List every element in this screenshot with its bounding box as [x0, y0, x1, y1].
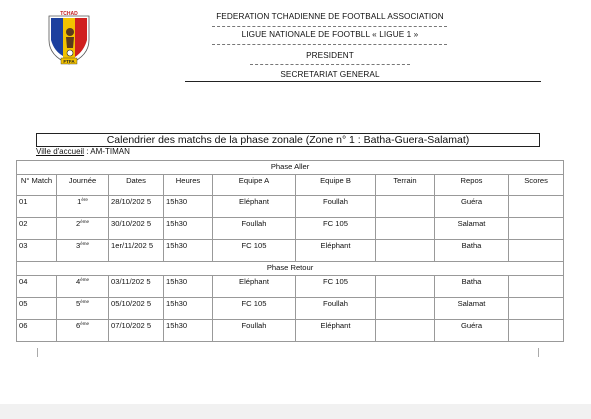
team-b: Eléphant	[296, 240, 376, 262]
match-time: 15h30	[164, 240, 213, 262]
team-b: Foullah	[296, 298, 376, 320]
team-a: Foullah	[213, 320, 296, 342]
match-date: 1er/11/202 5	[109, 240, 164, 262]
match-journee	[57, 196, 109, 218]
match-number: 02	[17, 218, 57, 240]
match-number: 04	[17, 276, 57, 298]
match-date: 03/11/202 5	[109, 276, 164, 298]
phase-retour-row	[17, 262, 564, 276]
match-time: 15h30	[164, 196, 213, 218]
calendar-title: Calendrier des matchs de la phase zonale (Zone n° 1 : Batha-Guera-Salamat)	[36, 133, 540, 147]
col-header-equipe-a: Equipe A	[213, 175, 296, 196]
match-row	[17, 218, 564, 240]
journee-number: 4	[76, 277, 81, 286]
match-date: 30/10/202 5	[109, 218, 164, 240]
journee-ordinal: ème	[80, 321, 89, 326]
journee-number: 6	[76, 321, 81, 330]
match-time: 15h30	[164, 320, 213, 342]
dashed-divider	[250, 64, 410, 65]
match-score	[509, 240, 564, 262]
col-header-scores: Scores	[509, 175, 564, 196]
match-date: 05/10/202 5	[109, 298, 164, 320]
ftfa-logo	[46, 10, 92, 66]
ligue-name: LIGUE NATIONALE DE FOOTBLL « LIGUE 1 »	[241, 30, 419, 39]
match-row	[17, 298, 564, 320]
match-number: 01	[17, 196, 57, 218]
match-terrain	[376, 298, 435, 320]
header-rule	[185, 81, 541, 82]
host-city	[36, 147, 130, 156]
phase-aller-label: Phase Aller	[17, 161, 564, 175]
team-b: FC 105	[296, 218, 376, 240]
president-label: PRESIDENT	[306, 51, 354, 60]
journee-ordinal: ème	[80, 219, 89, 224]
match-time: 15h30	[164, 218, 213, 240]
team-b: Foullah	[296, 196, 376, 218]
host-city-value: : AM-TIMAN	[84, 147, 130, 156]
journee-ordinal: ème	[80, 299, 89, 304]
match-terrain	[376, 240, 435, 262]
journee-number: 5	[76, 299, 81, 308]
match-score	[509, 218, 564, 240]
match-time: 15h30	[164, 276, 213, 298]
match-terrain	[376, 276, 435, 298]
team-a: FC 105	[213, 298, 296, 320]
journee-number: 3	[76, 241, 81, 250]
journee-ordinal: ème	[80, 241, 89, 246]
team-repos: Salamat	[435, 298, 509, 320]
match-journee	[57, 240, 109, 262]
match-row	[17, 320, 564, 342]
match-number: 05	[17, 298, 57, 320]
match-row	[17, 196, 564, 218]
schedule-table	[16, 160, 564, 342]
match-terrain	[376, 196, 435, 218]
team-a: FC 105	[213, 240, 296, 262]
team-repos: Salamat	[435, 218, 509, 240]
match-date: 28/10/202 5	[109, 196, 164, 218]
match-terrain	[376, 218, 435, 240]
team-b: Eléphant	[296, 320, 376, 342]
match-row	[17, 276, 564, 298]
match-journee	[57, 320, 109, 342]
dashed-divider	[212, 44, 447, 45]
match-journee	[57, 298, 109, 320]
col-header-dates: Dates	[109, 175, 164, 196]
journee-number: 2	[76, 219, 81, 228]
dashed-divider	[212, 26, 447, 27]
team-repos: Batha	[435, 276, 509, 298]
match-time: 15h30	[164, 298, 213, 320]
col-header-equipe-b: Equipe B	[296, 175, 376, 196]
team-repos: Batha	[435, 240, 509, 262]
phase-aller-row	[17, 161, 564, 175]
match-date: 07/10/202 5	[109, 320, 164, 342]
page-bottom	[0, 404, 591, 419]
col-header-match: N° Match	[17, 175, 57, 196]
match-row	[17, 240, 564, 262]
match-score	[509, 196, 564, 218]
journee-ordinal: ème	[80, 277, 89, 282]
svg-text:FTFA: FTFA	[63, 59, 75, 64]
col-header-journee: Journée	[57, 175, 109, 196]
table-header-row	[17, 175, 564, 196]
match-score	[509, 298, 564, 320]
team-repos: Guéra	[435, 320, 509, 342]
col-header-terrain: Terrain	[376, 175, 435, 196]
match-score	[509, 320, 564, 342]
team-a: Foullah	[213, 218, 296, 240]
team-repos: Guéra	[435, 196, 509, 218]
match-score	[509, 276, 564, 298]
team-a: Eléphant	[213, 276, 296, 298]
match-terrain	[376, 320, 435, 342]
col-header-repos: Repos	[435, 175, 509, 196]
journee-number: 1	[77, 197, 82, 206]
margin-tick	[37, 348, 38, 357]
team-b: FC 105	[296, 276, 376, 298]
match-journee	[57, 276, 109, 298]
host-city-label: Ville d'accueil	[36, 147, 85, 156]
federation-name: FEDERATION TCHADIENNE DE FOOTBALL ASSOCIATION	[216, 12, 444, 21]
phase-retour-label: Phase Retour	[17, 262, 564, 276]
match-number: 03	[17, 240, 57, 262]
secretariat-label: SECRETARIAT GENERAL	[280, 70, 380, 79]
journee-ordinal: ère	[81, 197, 88, 202]
team-a: Eléphant	[213, 196, 296, 218]
match-number: 06	[17, 320, 57, 342]
margin-tick	[538, 348, 539, 357]
col-header-heures: Heures	[164, 175, 213, 196]
svg-text:TCHAD: TCHAD	[60, 11, 78, 17]
match-journee	[57, 218, 109, 240]
